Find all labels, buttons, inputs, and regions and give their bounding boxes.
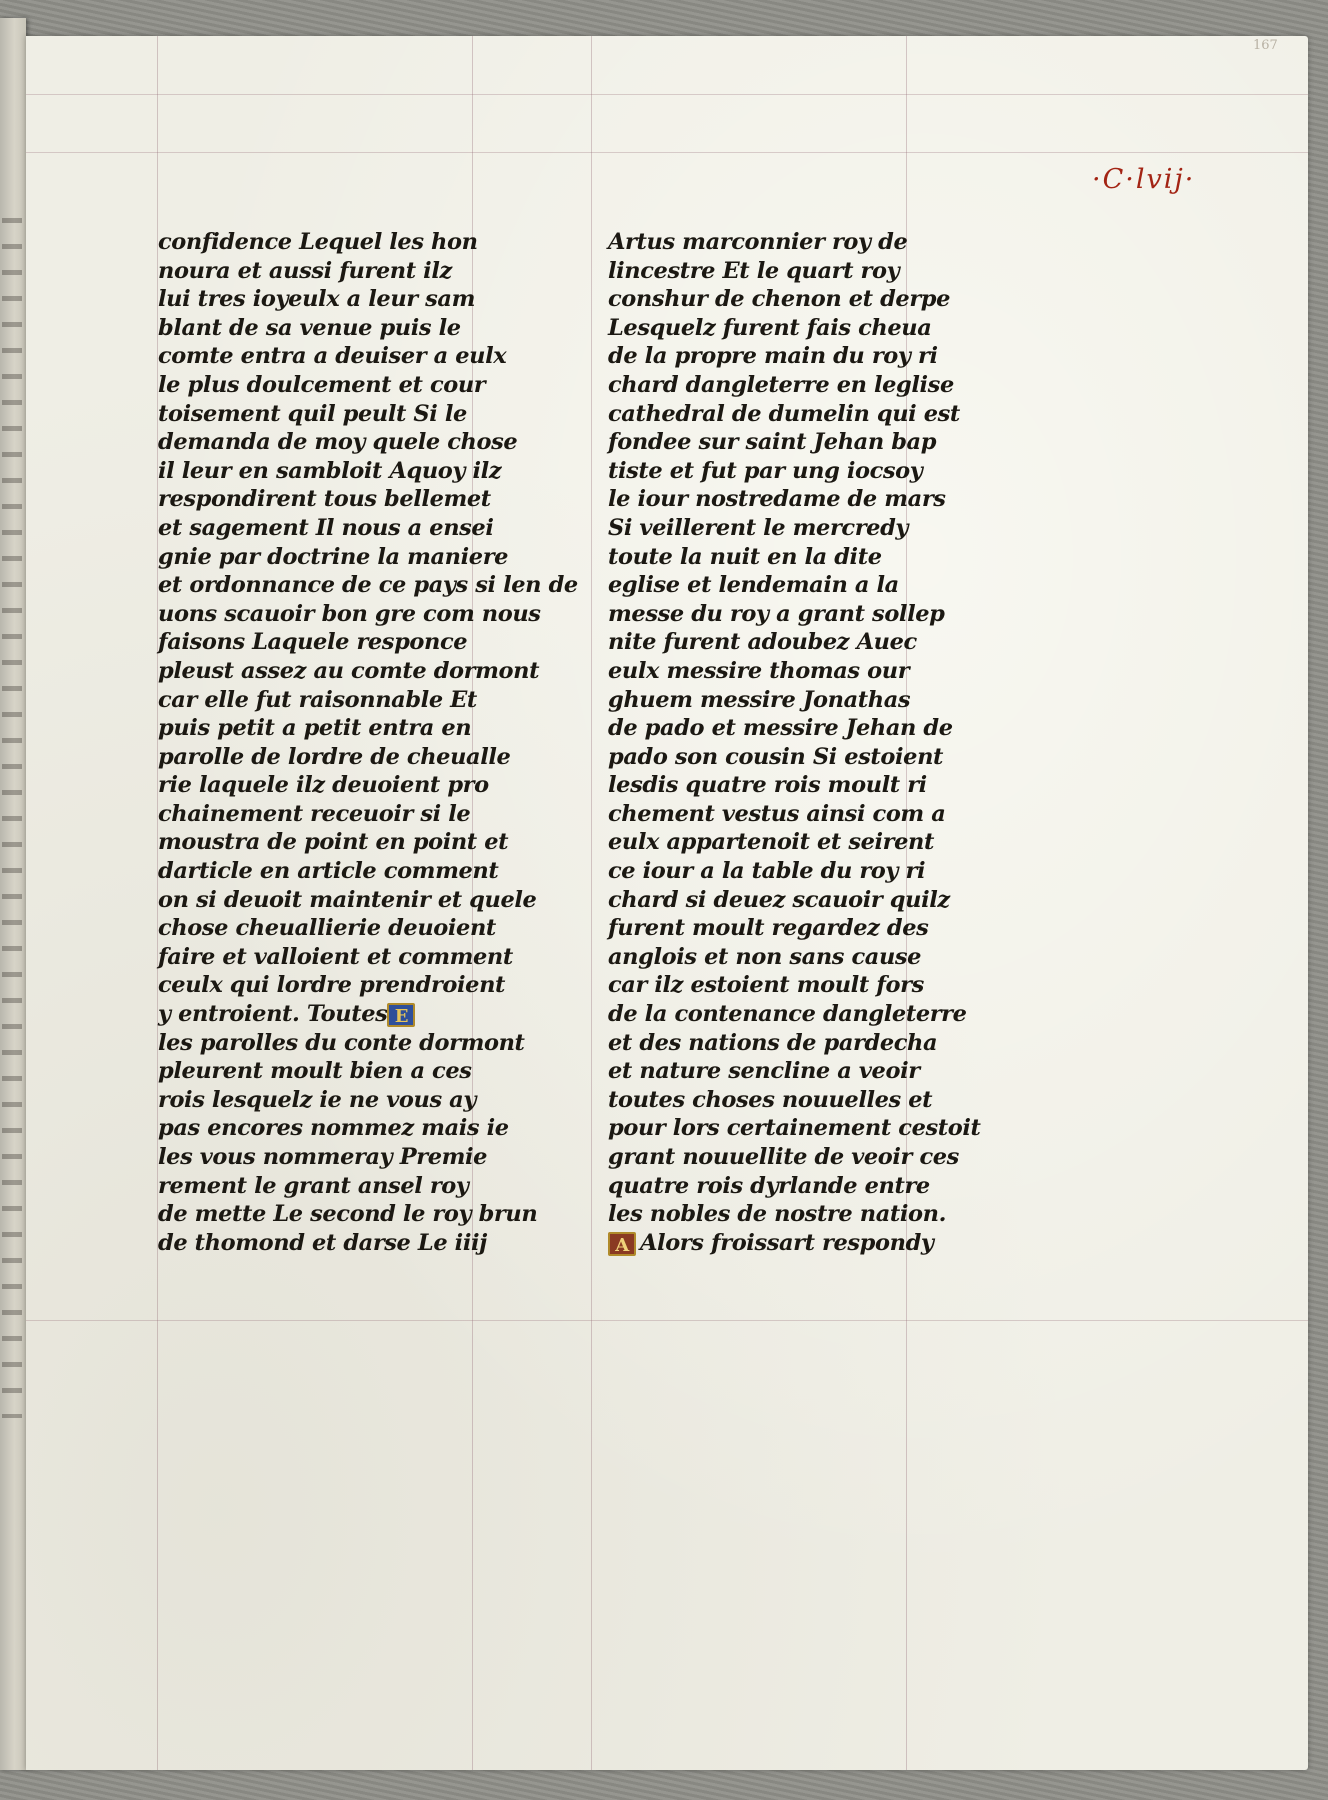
text-line: lui tres ioyeulx a leur sam	[158, 286, 476, 313]
text-line: gnie par doctrine la maniere	[158, 543, 509, 570]
text-line: et sagement Il nous a ensei	[158, 514, 494, 541]
folio-number: 167	[1253, 38, 1278, 53]
text-line: eulx appartenoit et seirent	[608, 829, 934, 856]
decorated-initial: A	[608, 1232, 636, 1256]
text-line: respondirent tous bellemet	[158, 486, 491, 513]
text-line: noura et aussi furent ilz	[158, 257, 452, 284]
text-line: rement le grant ansel roy	[158, 1172, 469, 1199]
text-line: blant de sa venue puis le	[158, 314, 461, 341]
text-line: car ilz estoient moult fors	[608, 972, 924, 999]
text-line: demanda de moy quele chose	[158, 429, 518, 456]
text-line: conshur de chenon et derpe	[608, 286, 951, 313]
text-line: Si veillerent le mercredy	[608, 514, 909, 541]
text-line: puis petit a petit entra en	[158, 715, 472, 742]
text-line: quatre rois dyrlande entre	[608, 1172, 930, 1199]
text-line: pour lors certainement cestoit	[608, 1115, 981, 1142]
text-line: furent moult regardez des	[608, 915, 929, 942]
verso-page-edge	[0, 18, 26, 1770]
text-line: de la contenance dangleterre	[608, 1001, 967, 1028]
text-line: de mette Le second le roy brun	[158, 1201, 538, 1228]
text-line: lincestre Et le quart roy	[608, 257, 900, 284]
text-line: les parolles du conte dormont	[158, 1029, 525, 1056]
text-line: rois lesquelz ie ne vous ay	[158, 1086, 476, 1113]
text-line: et des nations de pardecha	[608, 1029, 938, 1056]
text-line: lesdis quatre rois moult ri	[608, 772, 927, 799]
text-line: uons scauoir bon gre com nous	[158, 600, 541, 627]
text-line: Lesquelz furent fais cheua	[608, 314, 932, 341]
text-line: faire et valloient et comment	[158, 943, 513, 970]
text-line: faisons Laquele responce	[158, 629, 468, 656]
text-line: pleust assez au comte dormont	[158, 657, 540, 684]
text-line: il leur en sambloit Aquoy ilz	[158, 457, 502, 484]
text-line: darticle en article comment	[158, 858, 499, 885]
ruling-line	[26, 1320, 1308, 1321]
text-line: et nature sencline a veoir	[608, 1058, 920, 1085]
text-line: les nobles de nostre nation.	[608, 1201, 947, 1228]
text-line: les vous nommeray Premie	[158, 1144, 488, 1170]
text-line: fondee sur saint Jehan bap	[608, 429, 937, 456]
text-line: moustra de point en point et	[158, 829, 509, 856]
decorated-initial: E	[387, 1003, 415, 1027]
text-line: parolle de lordre de cheualle	[158, 743, 511, 770]
text-line: anglois et non sans cause	[608, 943, 922, 970]
text-line: rie laquele ilz deuoient pro	[158, 772, 489, 799]
text-line: grant nouuellite de veoir ces	[608, 1144, 959, 1170]
text-line: comte entra a deuiser a eulx	[158, 343, 507, 370]
text-line: le plus doulcement et cour	[158, 371, 486, 398]
text-line: ce iour a la table du roy ri	[608, 858, 926, 885]
text-line: chose cheuallierie deuoient	[158, 915, 496, 942]
text-line: le iour nostredame de mars	[608, 486, 946, 513]
text-column-left	[158, 228, 578, 1257]
text-line: chement vestus ainsi com a	[608, 800, 946, 827]
text-line: chard si deuez scauoir quilz	[608, 886, 950, 913]
text-line: de thomond et darse Le iiij	[158, 1229, 487, 1256]
text-column-right	[608, 228, 988, 1257]
text-line: y entroient. Toutes E	[158, 1000, 538, 1029]
text-line: pas encores nommez mais ie	[158, 1115, 509, 1142]
text-line: ghuem messire Jonathas	[608, 686, 911, 713]
text-line: chard dangleterre en leglise	[608, 371, 954, 398]
text-line: chainement receuoir si le	[158, 800, 471, 827]
chapter-rubric: ·C·lvij·	[1092, 164, 1196, 195]
text-line: toisement quil peult Si le	[158, 400, 467, 427]
text-line: tiste et fut par ung iocsoy	[608, 457, 923, 484]
text-line: ceulx qui lordre prendroient	[158, 972, 506, 999]
text-line: toutes choses nouuelles et	[608, 1086, 933, 1113]
text-line: et ordonnance de ce pays si len de	[158, 572, 578, 599]
text-line: pleurent moult bien a ces	[158, 1058, 472, 1085]
text-line: messe du roy a grant sollep	[608, 600, 945, 627]
text-line: on si deuoit maintenir et quele	[158, 886, 537, 913]
text-line: de la propre main du roy ri	[608, 343, 938, 370]
ruling-line	[591, 36, 592, 1770]
text-line: eglise et lendemain a la	[608, 572, 899, 599]
text-line: confidence Lequel les hon	[158, 229, 478, 255]
ruling-line	[26, 94, 1308, 95]
text-line: toute la nuit en la dite	[608, 543, 882, 570]
text-line: cathedral de dumelin qui est	[608, 400, 960, 427]
text-line: de pado et messire Jehan de	[608, 715, 953, 742]
text-line: A Alors froissart respondy	[608, 1229, 988, 1258]
text-line: car elle fut raisonnable Et	[158, 686, 477, 713]
text-line: nite furent adoubez Auec	[608, 629, 917, 656]
text-line: pado son cousin Si estoient	[608, 743, 944, 770]
text-line: Artus marconnier roy de	[608, 229, 908, 255]
ruling-line	[26, 152, 1308, 153]
text-line: eulx messire thomas our	[608, 657, 910, 684]
